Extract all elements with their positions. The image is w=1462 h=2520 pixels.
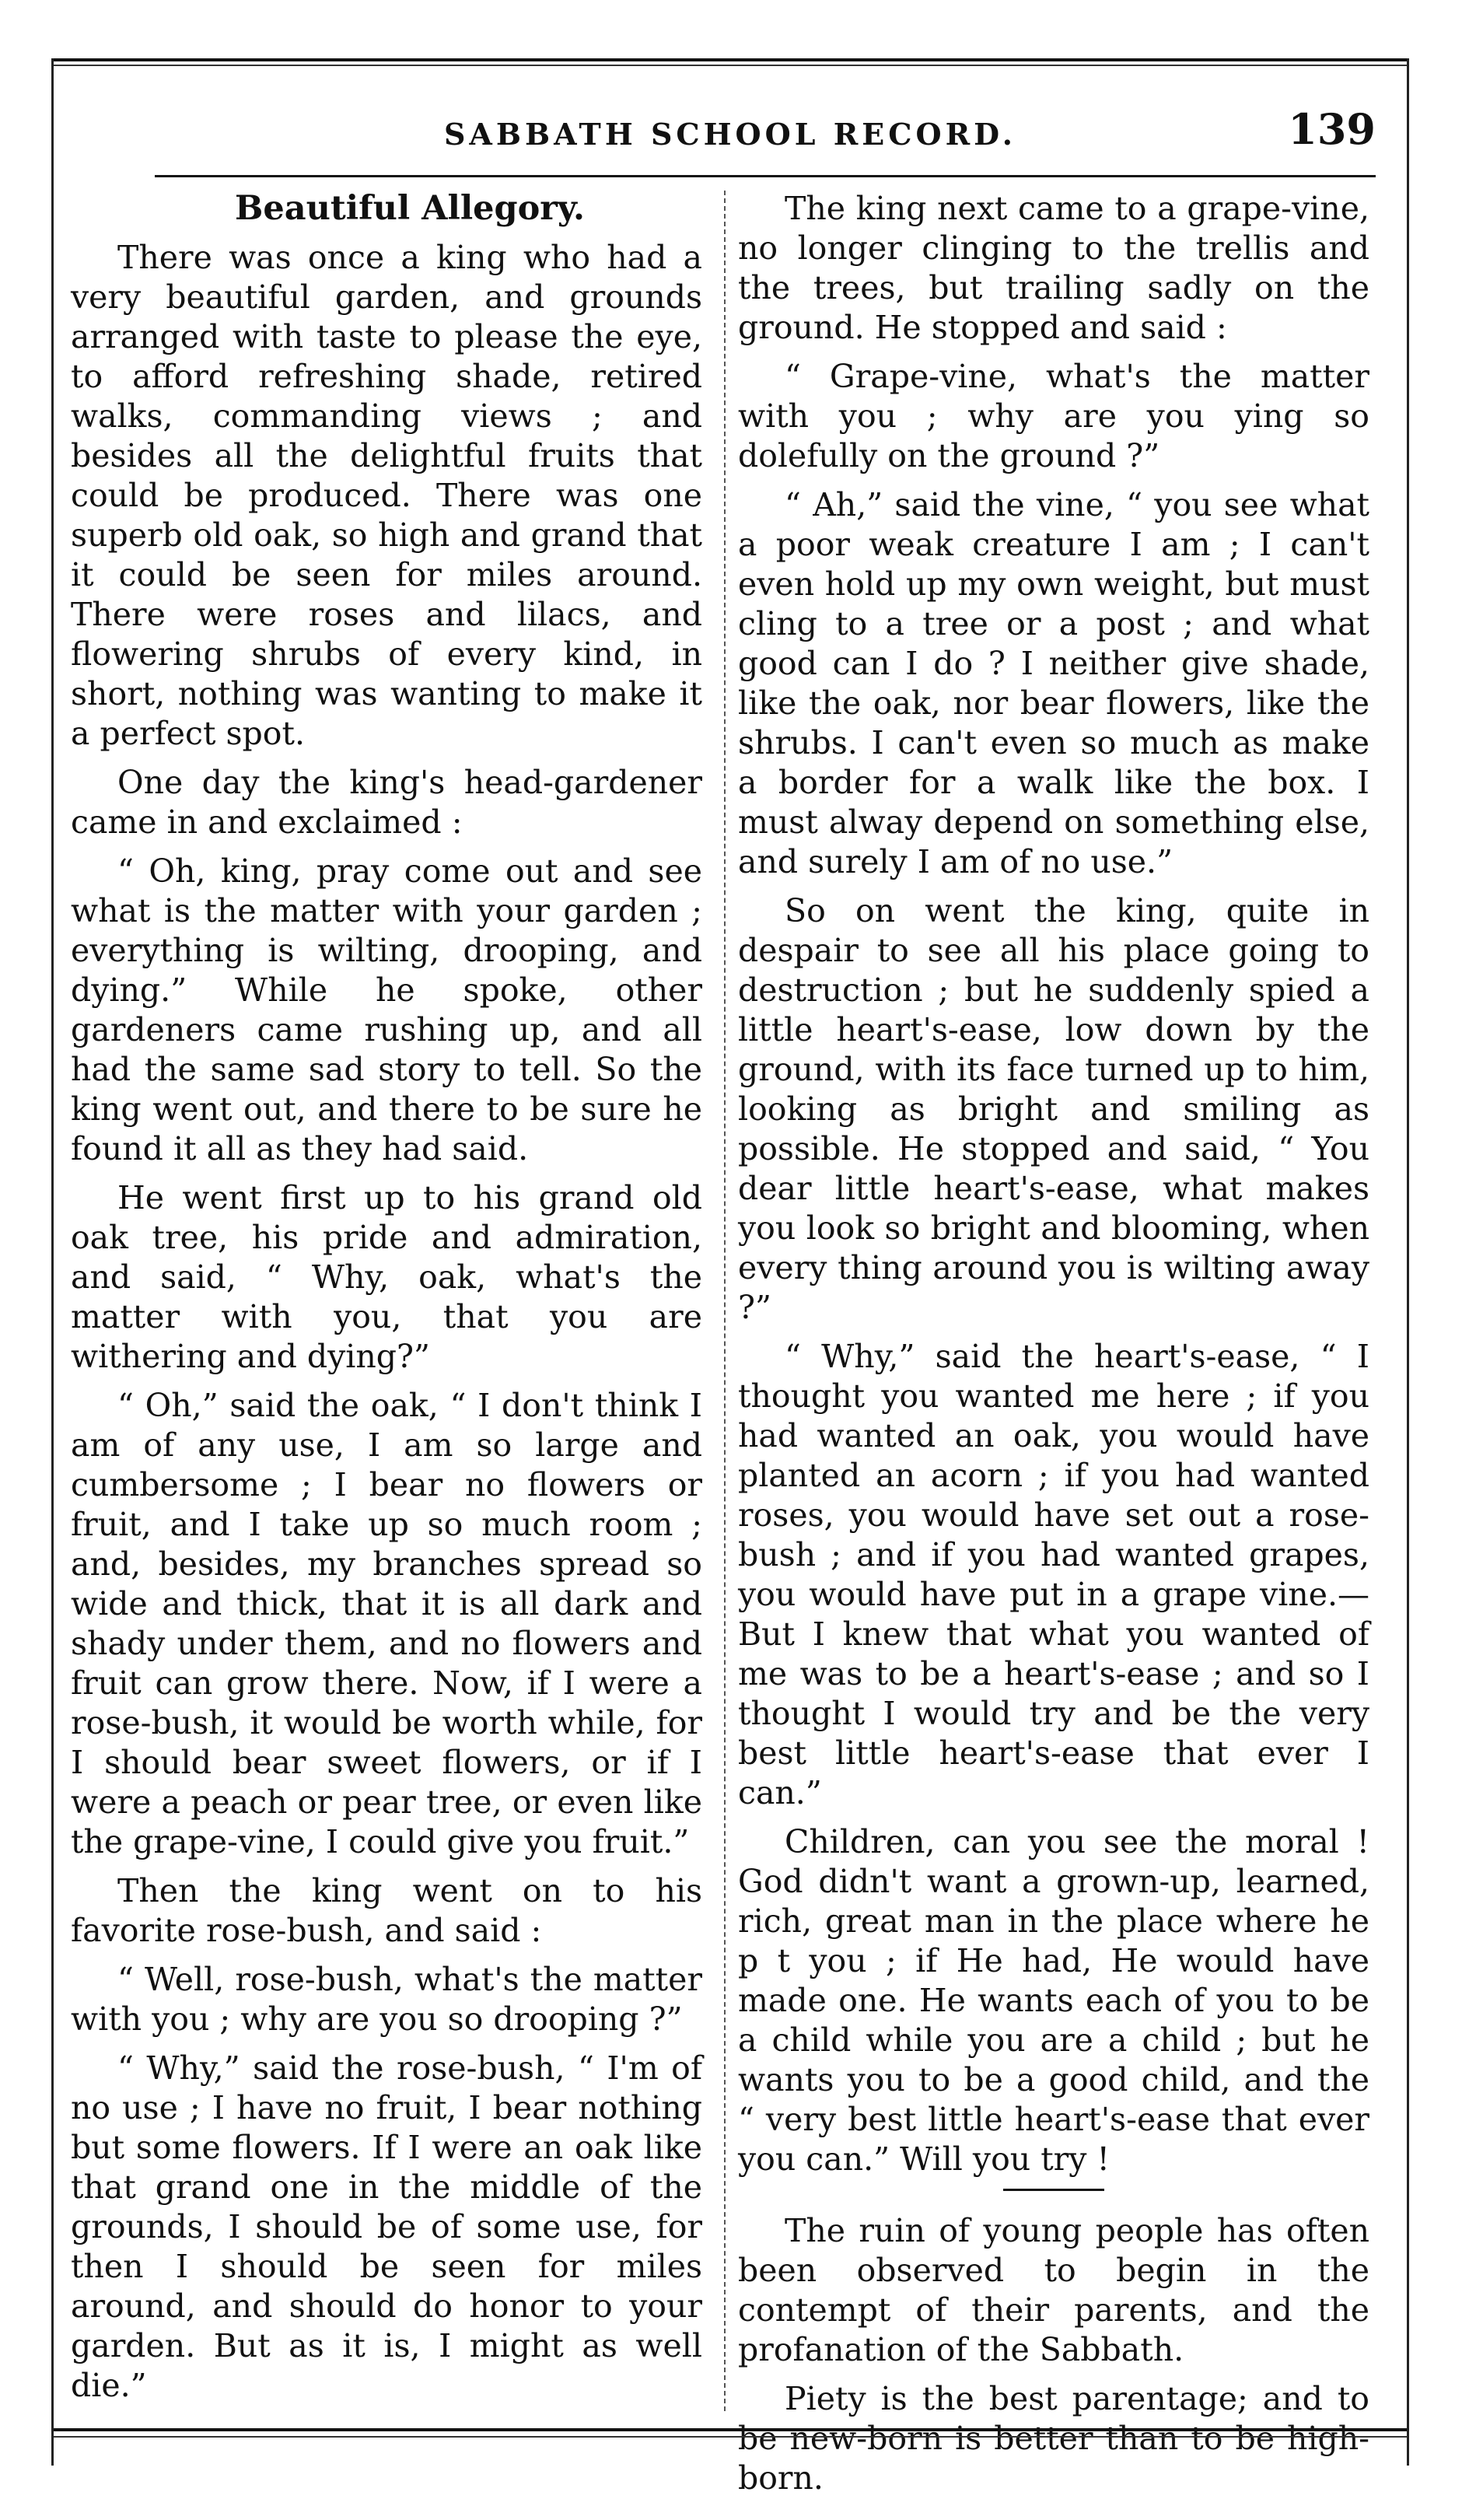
bottom-border-rule [54,2428,1407,2431]
left-column [71,189,702,2415]
article-title: Beautiful Allegory. [235,189,585,228]
page-header [54,101,1407,163]
bottom-border-rule-thin [54,2436,1407,2438]
closing-paragraph: Piety is the best parentage; and to be new-born is better than to be high-born. [738,2380,1369,2497]
paragraph: Children, can you see the moral ! God didn't want a grown-up, learned, rich, great man in the place where he p t you ; if He had, He would have made one. He wants each of you to be a child while you are a child ; but he wants you to be a good child, and the “ very best little heart's-ease that ever you can.” Will you try ! [738,1823,1369,2178]
paragraph: “ Ah,” said the vine, “ you see what a poor weak creature I am ; I can't even hold up my own weight, but must cling to a tree or a post ; and what good can I do ? I neither give shade, like the oak, nor bear flowers, like the shrubs. I can't even so much as make a border for a walk like the box. I must alway depend on something else, and surely I am of no use.” [738,486,1369,880]
paragraph: “ Oh, king, pray come out and see what is the matter with your garden ; everything is wilting, drooping, and dying.” While he spoke, other gardeners came rushing up, and all had the same sad story to tell. So the king went out, and there to be sure he found it all as they had said. [71,852,702,1167]
paragraph: “ Why,” said the heart's-ease, “ I thought you wanted me here ; if you had wanted an oak, you would have planted an acorn ; if you had wanted roses, you would have set out a rose-bush ; and if you had wanted grapes, you would have put in a grape vine.— But I knew that what you wanted of me was to be a heart's-ease ; and so I thought I would try and be the very best little heart's-ease that ever I can.” [738,1338,1369,1811]
paragraph: Then the king went on to his favorite rose-bush, and said : [71,1872,702,1949]
closing-paragraph: The ruin of young people has often been observed to begin in the contempt of their parents, and the profanation of the Sabbath. [738,2212,1369,2368]
column-divider [724,191,726,2411]
running-title: SABBATH SCHOOL RECORD. [443,117,1017,152]
paragraph: One day the king's head-gardener came in and exclaimed : [71,764,702,841]
newspaper-page [51,58,1409,2497]
paragraph: So on went the king, quite in despair to see all his place going to destruction ; but he suddenly spied a little heart's-ease, low down by the ground, with its face turned up to him, looking as bright and smiling as possible. He stopped and said, “ You dear little heart's-ease, what makes you look so bright and blooming, when every thing around you is wilting away ?” [738,892,1369,1326]
paragraph: He went first up to his grand old oak tree, his pride and admiration, and said, “ Why, oak, what's the matter with you, that you are withering and dying?” [71,1179,702,1375]
paragraph: “ Oh,” said the oak, “ I don't think I am of any use, I am so large and cumbersome ; I bear no flowers or fruit, and I take up so much room ; and, besides, my branches spread so wide and thick, that it is all dark and shady under them, and no flowers and fruit can grow there. Now, if I were a rose-bush, it would be worth while, for I should bear sweet flowers, or if I were a peach or pear tree, or even like the grape-vine, I could give you fruit.” [71,1387,702,1860]
paragraph: “ Why,” said the rose-bush, “ I'm of no use ; I have no fruit, I bear nothing but some flowers. If I were an oak like that grand one in the middle of the grounds, I should be of some use, for then I should be seen for miles around, and should do honor to your garden. But as it is, I might as well die.” [71,2049,702,2404]
right-column [738,189,1369,2508]
paragraph: “ Well, rose-bush, what's the matter with you ; why are you so drooping ?” [71,1961,702,2038]
top-border-rule [54,58,1407,61]
page-number: 139 [1288,104,1376,154]
paragraph: There was once a king who had a very beautiful garden, and grounds arranged with taste to please the eye, to afford refreshing shade, retired walks, commanding views ; and besides all the delightful fruits that could be produced. There was one superb old oak, so high and grand that it could be seen for miles around. There were roses and lilacs, and flowering shrubs of every kind, in short, nothing was wanting to make it a perfect spot. [71,239,702,752]
paragraph: “ Grape-vine, what's the matter with you ; why are you ying so dolefully on the ground ?” [738,358,1369,474]
paragraph: The king next came to a grape-vine, no longer clinging to the trellis and the trees, but trailing sadly on the ground. He stopped and said : [738,190,1369,346]
header-rule [155,175,1376,177]
section-separator-rule [1003,2189,1104,2191]
top-border-rule-thin [54,65,1407,66]
